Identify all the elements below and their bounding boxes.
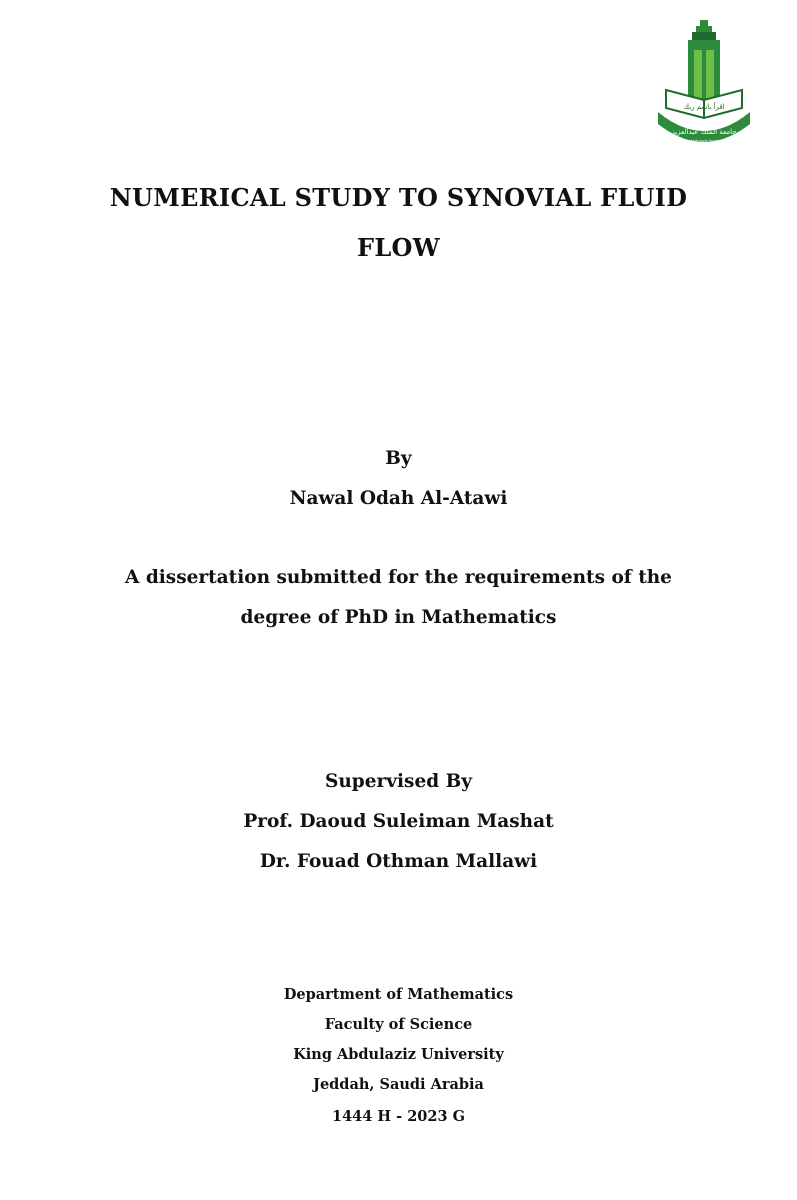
supervisor-name: Prof. Daoud Suleiman Mashat <box>243 811 554 832</box>
thesis-title-line-2: FLOW <box>357 233 440 262</box>
purpose-line-2: degree of PhD in Mathematics <box>240 607 557 628</box>
logo-arabic-name: جامعة الملك عبدالعزيز <box>671 128 737 136</box>
thesis-title-line-1: NUMERICAL STUDY TO SYNOVIAL FLUID <box>109 183 688 212</box>
location: Jeddah, Saudi Arabia <box>313 1076 484 1093</box>
department: Department of Mathematics <box>283 986 514 1003</box>
logo-english-name: King Abdulaziz University <box>681 139 727 143</box>
supervised-by-heading: Supervised By <box>325 771 472 792</box>
purpose-line-1: A dissertation submitted for the requirements of the <box>125 567 672 588</box>
date: 1444 H - 2023 G <box>331 1108 465 1125</box>
university: King Abdulaziz University <box>293 1046 504 1063</box>
author-name: Nawal Odah Al-Atawi <box>289 488 508 509</box>
by-label: By <box>385 448 412 469</box>
logo-motto: اقرأ باسم ربك <box>683 103 725 111</box>
faculty: Faculty of Science <box>324 1016 473 1033</box>
university-logo <box>652 16 756 144</box>
supervisor-name: Dr. Fouad Othman Mallawi <box>259 851 538 872</box>
